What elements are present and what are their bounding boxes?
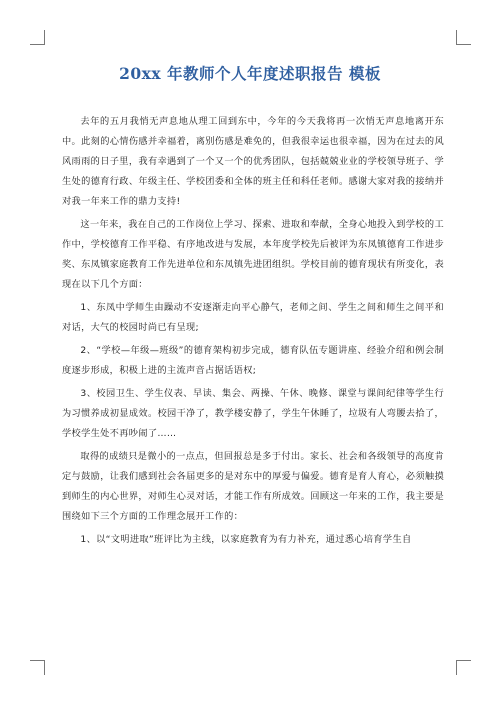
paragraph: 1、东凤中学师生由躁动不安逐渐走向平心静气，老师之间、学生之间和师生之间平和对话，大气的校园时尚已有呈现; xyxy=(62,302,444,333)
corner-mark-top-right xyxy=(456,30,471,45)
corner-mark-bottom-right xyxy=(456,660,471,675)
paragraph: 这一年来，我在自己的工作岗位上学习、探索、进取和奉献，全身心地投入到学校的工作中，学校德育工作平稳、有序地改进与发展，本年度学校先后被评为东凤镇德育工作进步奖、东凤镇家庭教育工作先进单位和东凤镇先进团组织。学校目前的德育现状有所变化，表现在以下几个方面： xyxy=(62,219,444,290)
paragraph: 3、校园卫生、学生仪表、早读、集会、两操、午休、晚修、课堂与课间纪律等学生行为习惯养成初显成效。校园干净了，教学楼安静了，学生午休睡了，垃圾有人弯腰去拾了，学校学生处不再吵闹了…… xyxy=(62,388,444,439)
paragraph: 去年的五月我悄无声息地从理工回到东中，今年的今天我将再一次悄无声息地离开东中。此刻的心情伤感并幸福着，离别伤感是难免的，但我很幸运也很幸福，因为在过去的风风雨雨的日子里，我有幸遇到了一个又一个的优秀团队，包括兢兢业业的学校领导班子、学生处的德育行政、年级主任、学校团委和全体的班主任和科任老师。感谢大家对我的接纳并对我一年来工作的鼎力支持! xyxy=(62,116,444,207)
document-body xyxy=(62,112,444,553)
paragraph: 取得的成绩只是微小的一点点，但回报总是多于付出。家长、社会和各级领导的高度肯定与鼓励，让我们感到社会各届更多的是对东中的厚爱与偏爱。德育是育人育心，必须触摸到师生的内心世界，对师生心灵对话，才能工作有所成效。回顾这一年来的工作，我主要是围绕如下三个方面的工作理念展开工作的： xyxy=(62,451,444,522)
document-title: 20xx 年教师个人年度述职报告 模板 xyxy=(119,64,381,83)
corner-mark-bottom-left xyxy=(30,660,45,675)
corner-mark-top-left xyxy=(30,30,45,45)
paragraph: 1、以“文明进取”班评比为主线，以家庭教育为有力补充，通过悉心培育学生自 xyxy=(80,534,412,545)
paragraph: 2、“学校—年级—班级”的德育架构初步完成，德育队伍专题讲座、经验介绍和例会制度逐步形成，积极上进的主流声音占据话语权; xyxy=(62,345,444,376)
